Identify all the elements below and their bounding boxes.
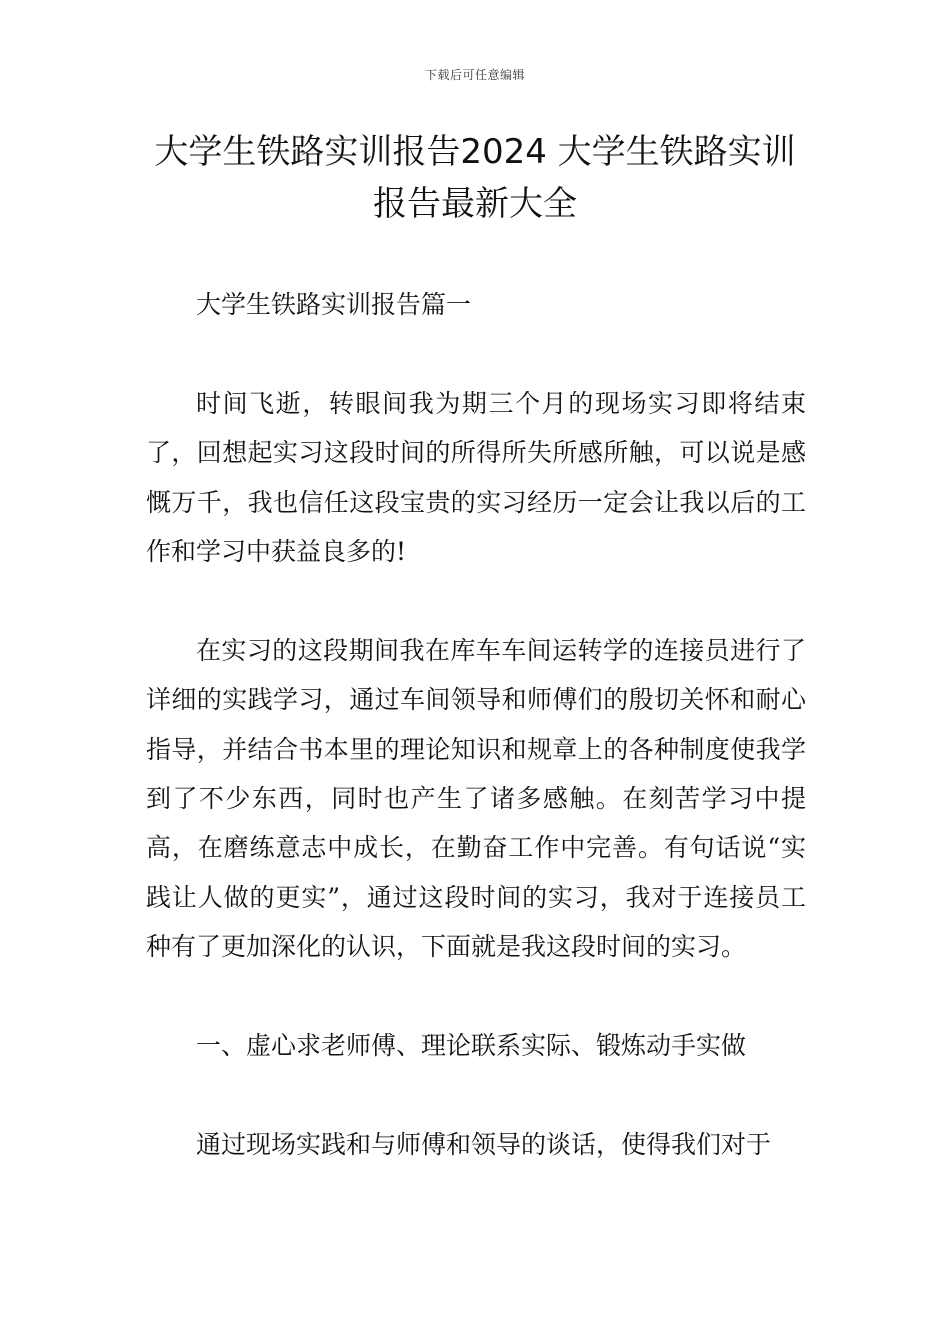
paragraph: 时间飞逝，转眼间我为期三个月的现场实习即将结束了，回想起实习这段时间的所得所失所感所触，可以说是感慨万千，我也信任这段宝贵的实习经历一定会让我以后的工作和学习中获益良多的! bbox=[146, 388, 806, 567]
paragraph: 通过现场实践和与师傅和领导的谈话，使得我们对于 bbox=[196, 1129, 772, 1159]
document-body bbox=[146, 280, 806, 1219]
document-title: 大学生铁路实训报告2024 大学生铁路实训报告最新大全 bbox=[154, 132, 796, 224]
header-note: 下载后可任意编辑 bbox=[424, 68, 525, 82]
paragraph: 在实习的这段期间我在库车车间运转学的连接员进行了详细的实践学习，通过车间领导和师傅们的殷切关怀和耐心指导，并结合书本里的理论知识和规章上的各种制度使我学到了不少东西，同时也产生了诸多感触。在刻苦学习中提高，在磨练意志中成长，在勤奋工作中完善。有句话说“实践让人做的更实”，通过这段时间的实习，我对于连接员工种有了更加深化的认识，下面就是我这段时间的实习。 bbox=[146, 635, 806, 962]
section-heading: 大学生铁路实训报告篇一 bbox=[196, 290, 472, 319]
subsection-heading: 一、虚心求老师傅、理论联系实际、锻炼动手实做 bbox=[196, 1031, 747, 1061]
